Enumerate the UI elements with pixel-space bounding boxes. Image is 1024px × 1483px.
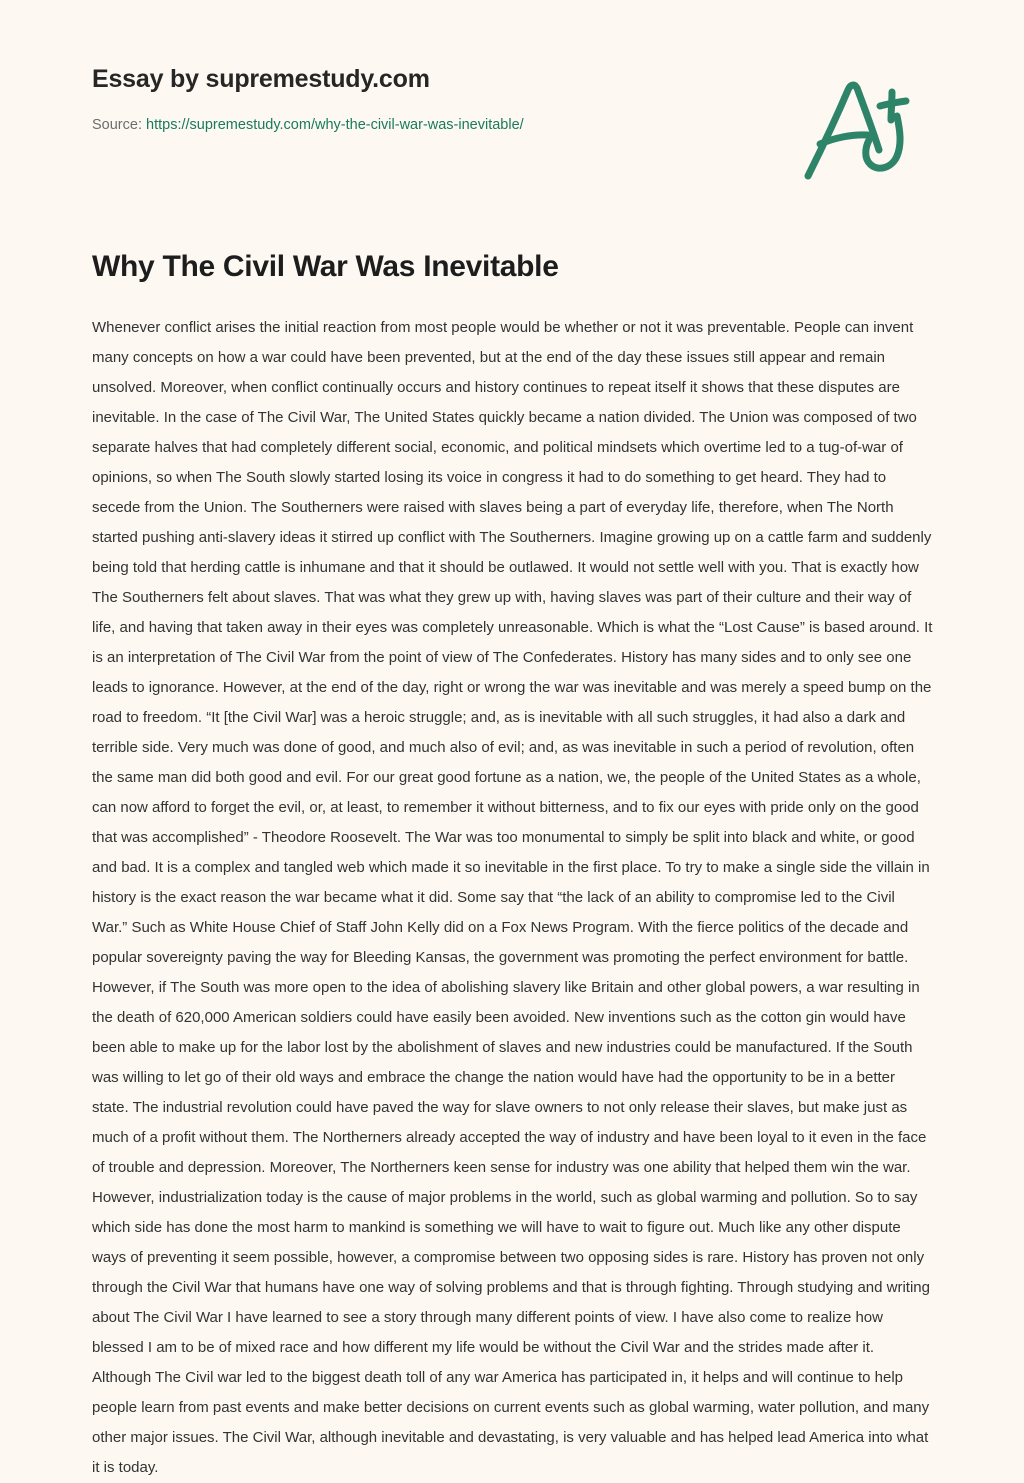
article-paragraph: Whenever conflict arises the initial reaction from most people would be whether or not it was preventable. People can invent many concepts on how a war could have been prevented, but at the end of the day these issues still appear and remain unsolved. Moreover, when conflict continually occurs and history continues to repeat itself it shows that these disputes are inevitable. In the case of The Civil War, The United States quickly became a nation divided. The Union was composed of two separate halves that had completely different social, economic, and political mindsets which overtime led to a tug-of-war of opinions, so when The South slowly started losing its voice in congress it had to do something to get heard. They had to secede from the Union. The Southerners were raised with slaves being a part of everyday life, therefore, when The North started pushing anti-slavery ideas it stirred up conflict with The Southerners. Imagine growing up on a cattle farm and suddenly being told that herding cattle is inhumane and that it should be outlawed. It would not settle well with you. That is exactly how The Southerners felt about slaves. That was what they grew up with, having slaves was part of their culture and their way of life, and having that taken away in their eyes was completely unreasonable. Which is what the “Lost Cause” is based around. It is an interpretation of The Civil War from the point of view of The Confederates. History has many sides and to only see one leads to ignorance. However, at the end of the day, right or wrong the war was inevitable and was merely a speed bump on the road to freedom. “It [the Civil War] was a heroic struggle; and, as is inevitable with all such struggles, it had also a dark and terrible side. Very much was done of good, and much also of evil; and, as was inevitable in such a period of revolution, often the same man did both good and evil. For our great good fortune as a nation, we, the people of the United States as a whole, can now afford to forget the evil, or, at least, to remember it without bitterness, and to fix our eyes with pride only on the good that was accomplished” - Theodore Roosevelt. The War was too monumental to simply be split into black and white, or good and bad. It is a complex and tangled web which made it so inevitable in the first place. To try to make a single side the villain in history is the exact reason the war became what it did. Some say that “the lack of an ability to compromise led to the Civil War.” Such as White House Chief of Staff John Kelly did on a Fox News Program. With the fierce politics of the decade and popular sovereignty paving the way for Bleeding Kansas, the government was promoting the perfect environment for battle. However, if The South was more open to the idea of abolishing slavery like Britain and other global powers, a war resulting in the death of 620,000 American soldiers could have easily been avoided. New inventions such as the cotton gin would have been able to make up for the labor lost by the abolishment of slaves and new industries could be manufactured. If the South was willing to let go of their old ways and embrace the change the nation would have had the opportunity to be in a better state. The industrial revolution could have paved the way for slave owners to not only release their slaves, but make just as much of a profit without them. The Northerners already accepted the way of industry and have been loyal to it even in the face of trouble and depression. Moreover, The Northerners keen sense for industry was one ability that helped them win the war. However, industrialization today is the cause of major problems in the world, such as global warming and pollution. So to say which side has done the most harm to mankind is something we will have to wait to figure out. Much like any other dispute ways of preventing it seem possible, however, a compromise between two opposing sides is rare. History has proven not only through the Civil War that humans have one way of solving problems and that is through fighting. Through studying and writing about The Civil War I have learned to see a story through many different points of view. I have also come to realize how blessed I am to be of mixed race and how different my life would be without the Civil War and the strides made after it. Although The Civil war led to the biggest death toll of any war America has participated in, it helps and will continue to help people learn from past events and make better decisions on current events such as global warming, water pollution, and many other major issues. The Civil War, although inevitable and devastating, is very valuable and has helped lead America into what it is today. <box>92 319 933 1476</box>
site-title: Essay by supremestudy.com <box>92 65 430 93</box>
source-url-link[interactable]: https://supremestudy.com/why-the-civil-war-was-inevitable/ <box>146 117 524 133</box>
article-body <box>92 313 934 1483</box>
source-label: Source: <box>92 117 142 133</box>
page-title: Why The Civil War Was Inevitable <box>92 250 559 283</box>
a-plus-logo-icon <box>796 72 916 184</box>
